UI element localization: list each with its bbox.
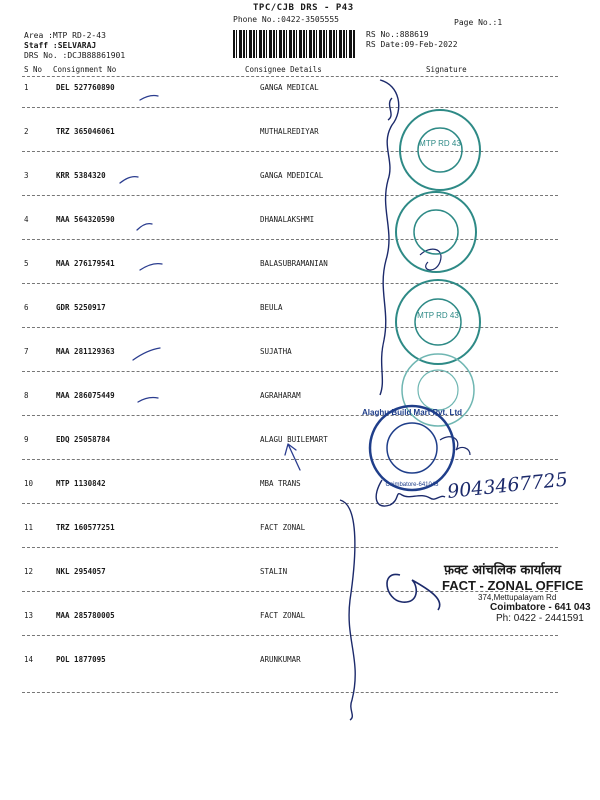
- signature-scribble: [420, 249, 441, 270]
- signature-scribble: [340, 500, 355, 720]
- row-sno: 2: [24, 127, 29, 136]
- row-consignee: BALASUBRAMANIAN: [260, 259, 328, 268]
- fact-stamp-hindi: फ़क्ट आंचलिक कार्यालय: [444, 563, 562, 578]
- row-consignee: ARUNKUMAR: [260, 655, 301, 664]
- medical-stamp-code: MTP RD 43: [419, 139, 461, 148]
- medical-stamp: [400, 110, 480, 190]
- row-consignment: MAA 276179541: [56, 259, 115, 268]
- row-sno: 12: [24, 567, 34, 576]
- row-consignment: MAA 564320590: [56, 215, 115, 224]
- tick-mark: [140, 96, 158, 101]
- row-consignee: MBA TRANS: [260, 479, 301, 488]
- column-header-consignment: Consignment No: [53, 65, 117, 74]
- medical-stamp: [396, 280, 480, 364]
- header-phone: Phone No.:0422-3505555: [233, 15, 339, 24]
- tick-mark: [120, 177, 138, 183]
- staff-label: Staff :SELVARAJ: [24, 41, 97, 50]
- row-sno: 10: [24, 479, 34, 488]
- row-sno: 4: [24, 215, 29, 224]
- row-sno: 13: [24, 611, 34, 620]
- fact-stamp: [430, 560, 591, 624]
- row-consignment: TRZ 365046061: [56, 127, 115, 136]
- row-consignment: EDQ 25058784: [56, 435, 111, 444]
- tick-mark: [140, 264, 162, 270]
- row-consignee: GANGA MEDICAL: [260, 83, 319, 92]
- row-consignee: AGRAHARAM: [260, 391, 301, 400]
- row-consignee: ALAGU BUILEMART: [260, 435, 328, 444]
- drs-number: DRS No. :DCJB88861901: [24, 51, 126, 60]
- row-consignment: DEL 527760890: [56, 83, 115, 92]
- fact-stamp-address: 374,Mettupalayam Rd: [478, 593, 557, 602]
- row-sno: 8: [24, 391, 29, 400]
- alaghu-stamp-name: Alaghu Build Mart Pvt. Ltd: [362, 408, 462, 417]
- area-label: Area :MTP RD-2-43: [24, 31, 106, 40]
- row-consignment: TRZ 160577251: [56, 523, 115, 532]
- row-consignee: DHANALAKSHMI: [260, 215, 315, 224]
- row-sno: 9: [24, 435, 29, 444]
- row-consignment: MTP 1130842: [56, 479, 106, 488]
- row-sno: 7: [24, 347, 29, 356]
- column-header-sno: S No: [24, 65, 43, 74]
- row-consignment: MAA 281129363: [56, 347, 115, 356]
- row-consignment: NKL 2954057: [56, 567, 106, 576]
- tick-marks: [120, 96, 300, 471]
- page-number: Page No.:1: [454, 18, 503, 27]
- rs-date: RS Date:09-Feb-2022: [366, 40, 458, 49]
- row-sno: 1: [24, 83, 29, 92]
- alaghu-stamp-city: Coimbatore-641043: [385, 482, 439, 488]
- tick-mark: [133, 348, 160, 360]
- row-sno: 11: [24, 523, 34, 532]
- row-consignment: GDR 5250917: [56, 303, 106, 312]
- row-consignment: POL 1877095: [56, 655, 106, 664]
- medical-stamp-code: MTP RD 43: [417, 311, 459, 320]
- row-consignment: MAA 285780005: [56, 611, 115, 620]
- rs-number: RS No.:888619: [366, 30, 429, 39]
- alaghu-stamp: [362, 406, 462, 490]
- row-sno: 6: [24, 303, 29, 312]
- row-consignee: STALIN: [260, 567, 288, 576]
- row-sno: 3: [24, 171, 29, 180]
- row-consignment: MAA 286075449: [56, 391, 115, 400]
- tick-mark: [137, 224, 152, 230]
- row-consignee: BEULA: [260, 303, 283, 312]
- row-consignee: FACT ZONAL: [260, 611, 306, 620]
- fact-stamp-city: Coimbatore - 641 043: [490, 602, 591, 613]
- arrow-mark: [285, 444, 300, 470]
- row-sno: 14: [24, 655, 34, 664]
- row-sno: 5: [24, 259, 29, 268]
- handwritten-phone: 9043467725: [446, 468, 569, 503]
- column-header-signature: Signature: [426, 65, 467, 74]
- column-header-consignee: Consignee Details: [245, 65, 322, 74]
- row-consignment: KRR 5384320: [56, 171, 106, 180]
- fact-stamp-title: FACT - ZONAL OFFICE: [442, 578, 584, 593]
- medical-stamp: [396, 192, 476, 272]
- row-consignee: MUTHALREDIYAR: [260, 127, 319, 136]
- row-consignee: GANGA MDEDICAL: [260, 171, 324, 180]
- row-consignee: FACT ZONAL: [260, 523, 306, 532]
- tick-mark: [138, 398, 158, 403]
- row-consignee: SUJATHA: [260, 347, 292, 356]
- report-title: TPC/CJB DRS - P43: [253, 3, 354, 13]
- fact-stamp-phone: Ph: 0422 - 2441591: [496, 613, 584, 624]
